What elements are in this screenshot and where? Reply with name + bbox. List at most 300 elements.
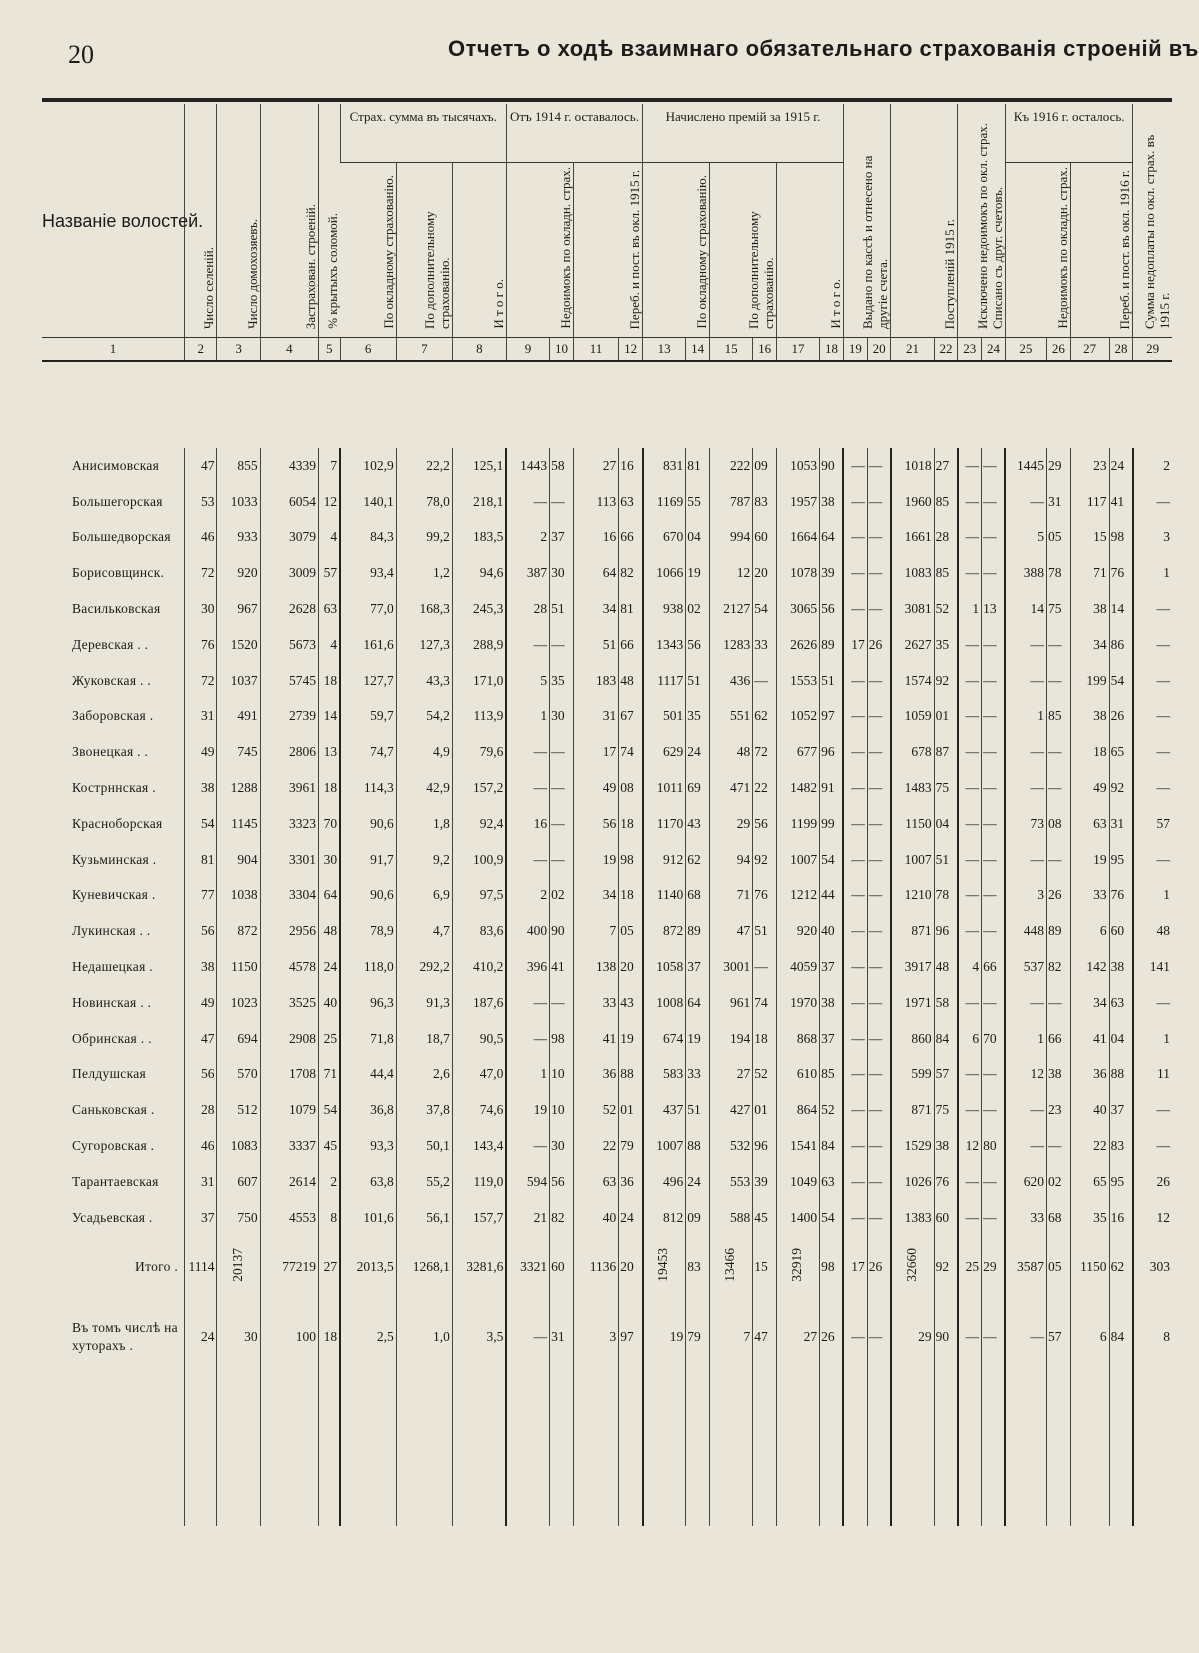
table-cell: 30 [217,1298,260,1376]
table-cell: 74 [753,985,777,1021]
table-cell: 49 [185,985,217,1021]
table-cell: 74,6 [452,1092,506,1128]
table-cell: 41 [1070,1021,1109,1057]
table-cell: 48 [1133,913,1172,949]
table-cell: 13 [982,591,1006,627]
table-cell: 24 [686,734,710,770]
table-cell: 38 [185,949,217,985]
table-cell: 64 [319,878,341,914]
table-cell: — [843,1057,867,1093]
table-cell: 64 [573,555,618,591]
table-cell: 40 [573,1200,618,1236]
table-cell: 74 [619,734,643,770]
table-cell: — [1133,484,1172,520]
table-cell: 1,2 [396,555,452,591]
table-row [42,985,1172,1021]
table-cell: — [550,842,574,878]
header-prem-base: По окладному страхованію. [643,163,710,338]
table-cell: 912 [643,842,686,878]
table-cell: 79,6 [452,734,506,770]
column-number: 6 [340,338,396,362]
table-cell: 2626 [776,627,819,663]
table-cell: — [843,734,867,770]
column-number: 11 [573,338,618,362]
table-cell: 12 [709,555,752,591]
table-cell: 15 [753,1236,777,1298]
table-cell: 1136 [573,1236,618,1298]
header-sum-group: Страх. сумма въ тысячахъ. [340,104,506,163]
table-cell: 31 [573,699,618,735]
column-number: 2 [185,338,217,362]
table-cell: 1529 [891,1128,934,1164]
table-cell: 3301 [260,842,318,878]
table-cell: — [506,770,549,806]
table-cell: 2614 [260,1164,318,1200]
header-rem1916-group: Къ 1916 г. осталось. [1005,104,1132,163]
table-cell: 3001 [709,949,752,985]
table-cell: 29 [1046,448,1070,484]
row-name: Васильковская [72,601,161,617]
table-cell: 62 [1109,1236,1133,1298]
table-cell: 78,9 [340,913,396,949]
table-cell: 28 [934,520,958,556]
table-cell: 04 [686,520,710,556]
table-cell: 7 [573,913,618,949]
table-cell: 56 [185,913,217,949]
table-cell: 76 [753,878,777,914]
table-cell: 3065 [776,591,819,627]
table-cell: — [867,1092,891,1128]
table-cell: — [982,627,1006,663]
table-cell: 60 [550,1236,574,1298]
table-cell: — [843,591,867,627]
table-cell: 1708 [260,1057,318,1093]
table-cell: — [958,555,982,591]
table-cell: 396 [506,949,549,985]
table-cell: 54 [753,591,777,627]
table-cell: 14 [1005,591,1046,627]
table-cell: 39 [820,555,844,591]
table-cell: 1199 [776,806,819,842]
table-cell: — [1133,699,1172,735]
table-cell: — [1133,734,1172,770]
table-cell: 118,0 [340,949,396,985]
table-cell: — [1005,484,1046,520]
table-cell: 872 [217,913,260,949]
table-cell: 812 [643,1200,686,1236]
table-cell: — [1133,663,1172,699]
table-cell: 78 [1046,555,1070,591]
table-cell: — [1133,842,1172,878]
table-cell: 868 [776,1021,819,1057]
page-number: 20 [68,40,94,69]
table-cell: 677 [776,734,819,770]
table-cell: 60 [934,1200,958,1236]
table-cell: — [1005,734,1046,770]
table-cell: 1 [1005,699,1046,735]
table-cell: 66 [982,949,1006,985]
table-cell: — [550,770,574,806]
table-cell: 1383 [891,1200,934,1236]
table-cell: 63 [573,1164,618,1200]
table-cell: — [982,1200,1006,1236]
table-cell: 1 [506,699,549,735]
table-cell: — [982,1092,1006,1128]
table-cell: 40 [820,913,844,949]
table-cell: 30 [550,699,574,735]
table-cell: 5745 [260,663,318,699]
table-cell: — [506,484,549,520]
table-cell: 91 [820,770,844,806]
table-cell: — [843,520,867,556]
table-cell: 92 [753,842,777,878]
table-cell: 64 [820,520,844,556]
header-prem-total: И т о г о. [776,163,843,338]
table-cell: 85 [934,484,958,520]
table-cell: 26 [1109,699,1133,735]
table-row [42,484,1172,520]
table-cell: 45 [753,1200,777,1236]
table-cell: 16 [1109,1200,1133,1236]
table-cell: 2,5 [340,1298,396,1376]
table-cell: 75 [934,1092,958,1128]
table-cell: 292,2 [396,949,452,985]
column-number: 18 [820,338,844,362]
table-cell: 871 [891,913,934,949]
table-cell: 100,9 [452,842,506,878]
table-cell: 157,2 [452,770,506,806]
table-cell: 83 [753,484,777,520]
table-cell: 967 [217,591,260,627]
table-cell: 19 [1070,842,1109,878]
table-cell: 66 [619,520,643,556]
table-cell: 4,7 [396,913,452,949]
table-cell: — [1046,734,1070,770]
table-cell: 3,5 [452,1298,506,1376]
report-table [42,104,1172,1526]
table-cell: 15 [1070,520,1109,556]
table-cell: 08 [1046,806,1070,842]
table-cell: 45 [319,1128,341,1164]
table-cell: 88 [1109,1057,1133,1093]
table-cell: 51 [573,627,618,663]
table-cell: — [958,663,982,699]
table-cell: 70 [982,1021,1006,1057]
table-cell: 66 [619,627,643,663]
table-cell: 94 [709,842,752,878]
table-row [42,627,1172,663]
table-cell: 33 [573,985,618,1021]
table-cell: 168,3 [396,591,452,627]
table-cell: 89 [686,913,710,949]
table-cell: 60 [1109,913,1133,949]
table-cell: 1957 [776,484,819,520]
table-cell: 1960 [891,484,934,520]
row-name: Борисовщинск. [72,565,165,581]
table-cell: 65 [1070,1164,1109,1200]
table-cell: 143,4 [452,1128,506,1164]
table-cell: 58 [550,448,574,484]
table-cell: 491 [217,699,260,735]
table-cell: 38 [820,484,844,520]
table-cell: — [843,484,867,520]
row-name: Тарантаевская [72,1173,159,1189]
table-cell: 83 [1109,1128,1133,1164]
table-cell: — [843,555,867,591]
column-number: 9 [506,338,549,362]
table-cell: 05 [619,913,643,949]
table-cell: — [843,985,867,1021]
table-cell: 40 [319,985,341,1021]
table-cell: 1288 [217,770,260,806]
table-cell: 3304 [260,878,318,914]
table-cell: 46 [185,520,217,556]
table-cell: — [506,734,549,770]
table-cell: 1 [1133,878,1172,914]
table-cell: 12 [1005,1057,1046,1093]
row-name: Недашецкая . [72,959,153,975]
table-cell: 80 [982,1128,1006,1164]
table-cell: 37 [820,949,844,985]
table-cell: — [867,842,891,878]
table-cell: 4339 [260,448,318,484]
table-cell: 745 [217,734,260,770]
column-number: 20 [867,338,891,362]
table-cell: 96,3 [340,985,396,1021]
table-cell: — [1046,627,1070,663]
table-cell: 42,9 [396,770,452,806]
table-cell: 26 [867,1236,891,1298]
table-row [42,1164,1172,1200]
row-name: Большедворская [72,529,171,545]
table-cell: 95 [1109,1164,1133,1200]
table-cell: 81 [686,448,710,484]
table-cell: 933 [217,520,260,556]
table-cell: 20 [619,1236,643,1298]
table-cell: 27 [709,1057,752,1093]
column-number: 23 [958,338,982,362]
table-cell: — [506,627,549,663]
table-cell: 84 [934,1021,958,1057]
table-cell: 961 [709,985,752,1021]
table-cell: 57 [1046,1298,1070,1376]
table-cell: 35 [934,627,958,663]
table-cell: 93,3 [340,1128,396,1164]
table-cell: 1,0 [396,1298,452,1376]
table-cell: — [1005,842,1046,878]
table-cell: — [982,1057,1006,1093]
table-cell: 1 [506,1057,549,1093]
header-villages: Число селеній. [185,104,217,338]
table-cell: 33 [686,1057,710,1093]
table-cell: 610 [776,1057,819,1093]
table-cell: — [550,806,574,842]
table-cell: 1574 [891,663,934,699]
table-cell: 19 [619,1021,643,1057]
table-cell: 57 [319,555,341,591]
column-number: 19 [843,338,867,362]
table-cell: 24 [319,949,341,985]
table-cell: 1058 [643,949,686,985]
table-cell: 53 [185,484,217,520]
header-straw-pct: % крытыхъ соломой. [319,104,341,338]
table-cell: 51 [550,591,574,627]
table-cell: 34 [1070,985,1109,1021]
table-cell: — [843,842,867,878]
table-cell: — [506,842,549,878]
table-cell: — [958,1092,982,1128]
table-cell: 3081 [891,591,934,627]
table-cell: — [843,448,867,484]
table-cell: 11 [1133,1057,1172,1093]
table-cell: 56 [820,591,844,627]
table-cell: 19 [506,1092,549,1128]
table-cell: 9,2 [396,842,452,878]
table-cell: 31 [550,1298,574,1376]
table-cell: 89 [1046,913,1070,949]
table-cell: 56 [185,1057,217,1093]
table-cell: 18,7 [396,1021,452,1057]
table-cell: 51 [820,663,844,699]
table-cell: — [843,878,867,914]
table-cell: 35 [1070,1200,1109,1236]
table-row [42,734,1172,770]
table-cell: 51 [686,1092,710,1128]
table-cell: 81 [185,842,217,878]
table-row [42,878,1172,914]
table-cell: — [958,1164,982,1200]
table-cell: 84 [820,1128,844,1164]
table-cell: 1150 [217,949,260,985]
table-cell: 71 [319,1057,341,1093]
table-cell: 36,8 [340,1092,396,1128]
table-cell: 83,6 [452,913,506,949]
table-cell: 38 [934,1128,958,1164]
row-name: Деревская . . [72,636,149,652]
table-cell: 25 [958,1236,982,1298]
table-cell: 21 [506,1200,549,1236]
table-cell: 54,2 [396,699,452,735]
table-cell: 588 [709,1200,752,1236]
table-row [42,663,1172,699]
table-cell: 1008 [643,985,686,1021]
table-cell: — [958,842,982,878]
table-cell: 90,5 [452,1021,506,1057]
table-cell: 607 [217,1164,260,1200]
table-cell: 92 [1109,770,1133,806]
table-cell: 76 [934,1164,958,1200]
table-cell: 98 [1109,520,1133,556]
table-cell: 56 [686,627,710,663]
table-cell: 78,0 [396,484,452,520]
table-cell: 92 [934,663,958,699]
table-cell: 496 [643,1164,686,1200]
table-cell: 01 [934,699,958,735]
table-cell: 171,0 [452,663,506,699]
column-number: 22 [934,338,958,362]
table-cell: 47 [709,913,752,949]
table-cell: 1066 [643,555,686,591]
table-cell: 22,2 [396,448,452,484]
table-cell: — [843,1021,867,1057]
table-row [42,520,1172,556]
table-cell: 2739 [260,699,318,735]
table-cell: — [550,627,574,663]
table-cell: 37,8 [396,1092,452,1128]
table-cell: 38 [185,770,217,806]
table-cell: 48 [619,663,643,699]
table-cell: 14 [319,699,341,735]
table-cell: — [958,699,982,735]
table-cell: 388 [1005,555,1046,591]
table-cell: 2013,5 [340,1236,396,1298]
row-name: Красноборская [72,815,163,831]
table-cell: 1483 [891,770,934,806]
table-cell: — [867,806,891,842]
table-cell: 183 [573,663,618,699]
table-cell: — [843,1092,867,1128]
table-cell: 245,3 [452,591,506,627]
table-cell: 1011 [643,770,686,806]
table-cell: 69 [686,770,710,806]
table-cell: 5673 [260,627,318,663]
table-cell: 33 [1070,878,1109,914]
table-cell: 3525 [260,985,318,1021]
table-cell: 24 [185,1298,217,1376]
column-number-row [42,338,1172,362]
table-cell: 29 [891,1298,934,1376]
table-cell: — [843,913,867,949]
table-cell: 55 [686,484,710,520]
table-cell: 1661 [891,520,934,556]
table-row [42,1128,1172,1164]
table-cell: 41 [550,949,574,985]
table-cell: 22 [1070,1128,1109,1164]
table-cell: 54 [1109,663,1133,699]
table-cell: 41 [573,1021,618,1057]
table-cell: — [982,484,1006,520]
row-name: Звонецкая . . [72,744,149,760]
table-cell: — [867,520,891,556]
table-cell: — [753,949,777,985]
table-cell: — [1005,985,1046,1021]
table-cell: 51 [934,842,958,878]
table-cell: 62 [686,842,710,878]
header-rem1916-arrears: Недоимокъ по окладн. страх. [1005,163,1070,338]
table-cell: 142 [1070,949,1109,985]
header-excluded: Исключено недоимокъ по окл. страх. Списано съ друг. счетовъ. [958,104,1006,338]
table-cell: — [867,1298,891,1376]
table-cell: 64 [686,985,710,1021]
table-cell: 138 [573,949,618,985]
table-cell: 583 [643,1057,686,1093]
table-cell: 12 [319,484,341,520]
table-cell: 141 [1133,949,1172,985]
table-cell: — [982,985,1006,1021]
table-cell: 19453 [643,1236,686,1298]
table-cell: 09 [686,1200,710,1236]
table-cell: — [982,448,1006,484]
table-cell: 46 [185,1128,217,1164]
table-cell: 79 [686,1298,710,1376]
table-cell: 1007 [643,1128,686,1164]
table-cell: — [1046,1128,1070,1164]
table-cell: 3917 [891,949,934,985]
table-cell: 114,3 [340,770,396,806]
table-cell: 4 [319,520,341,556]
table-cell: 218,1 [452,484,506,520]
table-cell: 3009 [260,555,318,591]
